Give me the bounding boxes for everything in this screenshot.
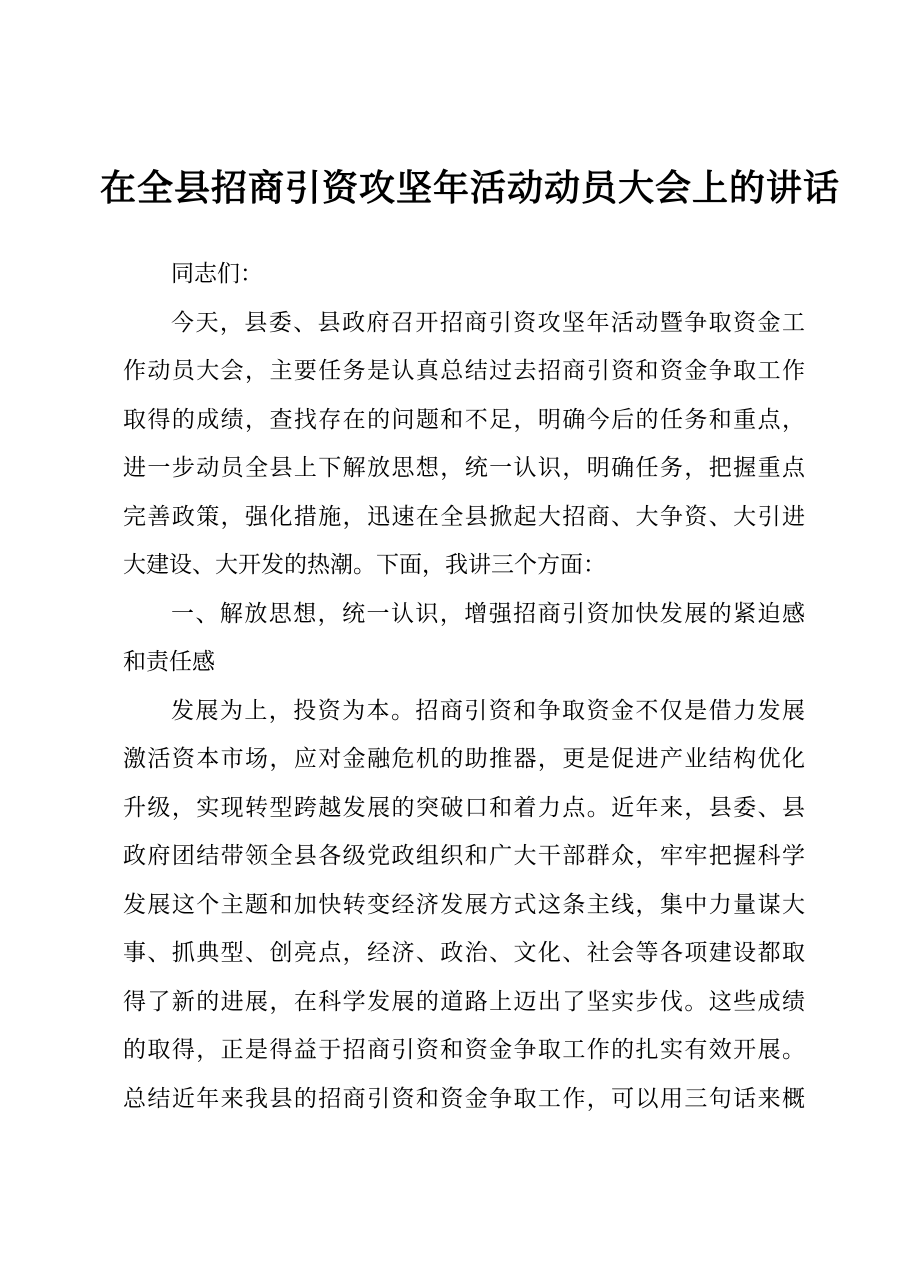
text-line: 大建设、大开发的热潮。下面，我讲三个方面： [123,552,606,578]
heading-line: 和责任感 [123,649,215,675]
page-title: 在全县招商引资攻坚年活动动员大会上的讲话 [100,167,841,209]
text-line: 得了新的进展，在科学发展的道路上迈出了坚实步伐。这些成绩 [123,988,805,1015]
paragraph-opening [123,299,805,590]
salutation: 同志们： [171,261,263,287]
text-line: 作动员大会，主要任务是认真总结过去招商引资和资金争取工作 [123,358,805,384]
text-line: 总结近年来我县的招商引资和资金争取工作，可以用三句话来概 [123,1085,805,1112]
text-line: 的取得，正是得益于招商引资和资金争取工作的扎实有效开展。 [123,1037,805,1063]
text-line: 发展这个主题和加快转变经济发展方式这条主线，集中力量谋大 [123,891,805,918]
text-line: 升级，实现转型跨越发展的突破口和着力点。近年来，县委、县 [123,794,805,821]
section-heading-1 [123,590,805,687]
text-line: 完善政策，强化措施，迅速在全县掀起大招商、大争资、大引进 [123,503,805,530]
text-line: 取得的成绩，查找存在的问题和不足，明确今后的任务和重点， [123,406,805,433]
text-line: 进一步动员全县上下解放思想，统一认识，明确任务，把握重点 [123,455,805,481]
text-line: 今天，县委、县政府召开招商引资攻坚年活动暨争取资金工 [171,309,805,336]
text-line: 政府团结带领全县各级党政组织和广大干部群众，牢牢把握科学 [123,843,805,869]
document-body [123,250,805,1123]
text-line: 发展为上，投资为本。招商引资和争取资金不仅是借力发展 [171,697,805,724]
heading-line: 一、解放思想，统一认识，增强招商引资加快发展的紧迫感 [171,600,805,627]
paragraph-development [123,687,805,1124]
text-line: 事、抓典型、创亮点，经济、政治、文化、社会等各项建设都取 [123,940,805,966]
text-line: 激活资本市场，应对金融危机的助推器，更是促进产业结构优化 [123,746,805,772]
